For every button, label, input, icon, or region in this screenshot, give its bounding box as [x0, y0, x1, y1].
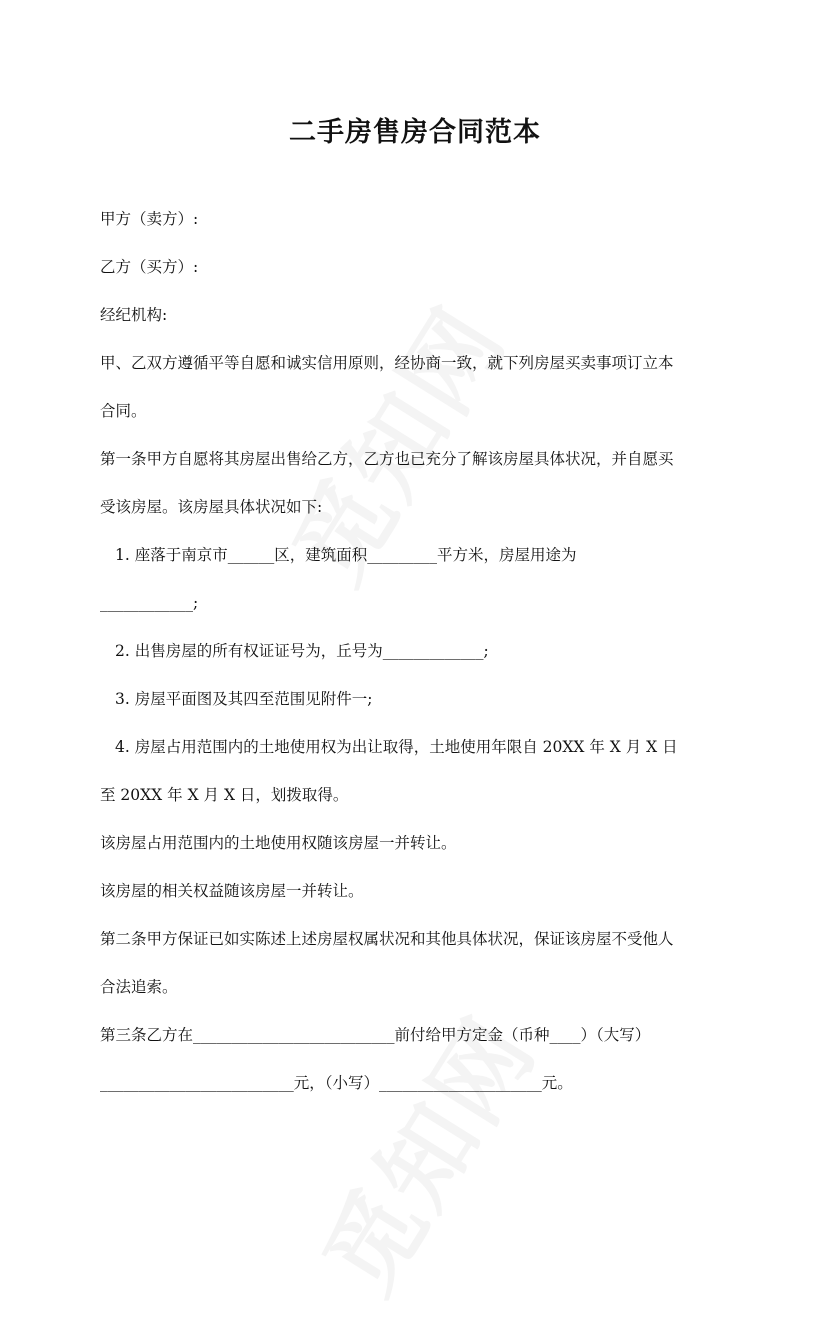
item-1-line-2: ____________;	[100, 594, 199, 612]
party-a-line: 甲方（卖方）:	[100, 210, 199, 228]
article-3-line-2: _________________________元，（小写）_____________________元。	[100, 1074, 573, 1092]
rights-transfer-line: 该房屋的相关权益随该房屋一并转让。	[100, 882, 364, 900]
document-title: 二手房售房合同范本	[289, 117, 541, 148]
item-4-line-1: 4. 房屋占用范围内的土地使用权为出让取得，土地使用年限自 20XX 年 X 月 X 日	[115, 738, 678, 756]
item-3-line: 3. 房屋平面图及其四至范围见附件一;	[115, 690, 373, 708]
item-2-line: 2. 出售房屋的所有权证证号为，丘号为_____________;	[115, 642, 489, 660]
article-1-line-2: 受该房屋。该房屋具体状况如下:	[100, 498, 323, 516]
agency-line: 经纪机构:	[100, 306, 168, 324]
party-b-line: 乙方（买方）:	[100, 258, 199, 276]
article-3-line-1: 第三条乙方在__________________________前付给甲方定金（币种____）（大写）	[100, 1026, 651, 1044]
article-2-line-2: 合法追索。	[100, 978, 178, 996]
item-4-line-2: 至 20XX 年 X 月 X 日，划拨取得。	[100, 786, 349, 804]
intro-paragraph-line-1: 甲、乙双方遵循平等自愿和诚实信用原则，经协商一致，就下列房屋买卖事项订立本	[100, 354, 674, 372]
article-1-line-1: 第一条甲方自愿将其房屋出售给乙方，乙方也已充分了解该房屋具体状况，并自愿买	[100, 450, 674, 468]
item-1-line-1: 1. 座落于南京市______区，建筑面积_________平方米，房屋用途为	[115, 546, 577, 564]
intro-paragraph-line-2: 合同。	[100, 402, 147, 420]
article-2-line-1: 第二条甲方保证已如实陈述上述房屋权属状况和其他具体状况，保证该房屋不受他人	[100, 930, 674, 948]
land-transfer-line: 该房屋占用范围内的土地使用权随该房屋一并转让。	[100, 834, 457, 852]
